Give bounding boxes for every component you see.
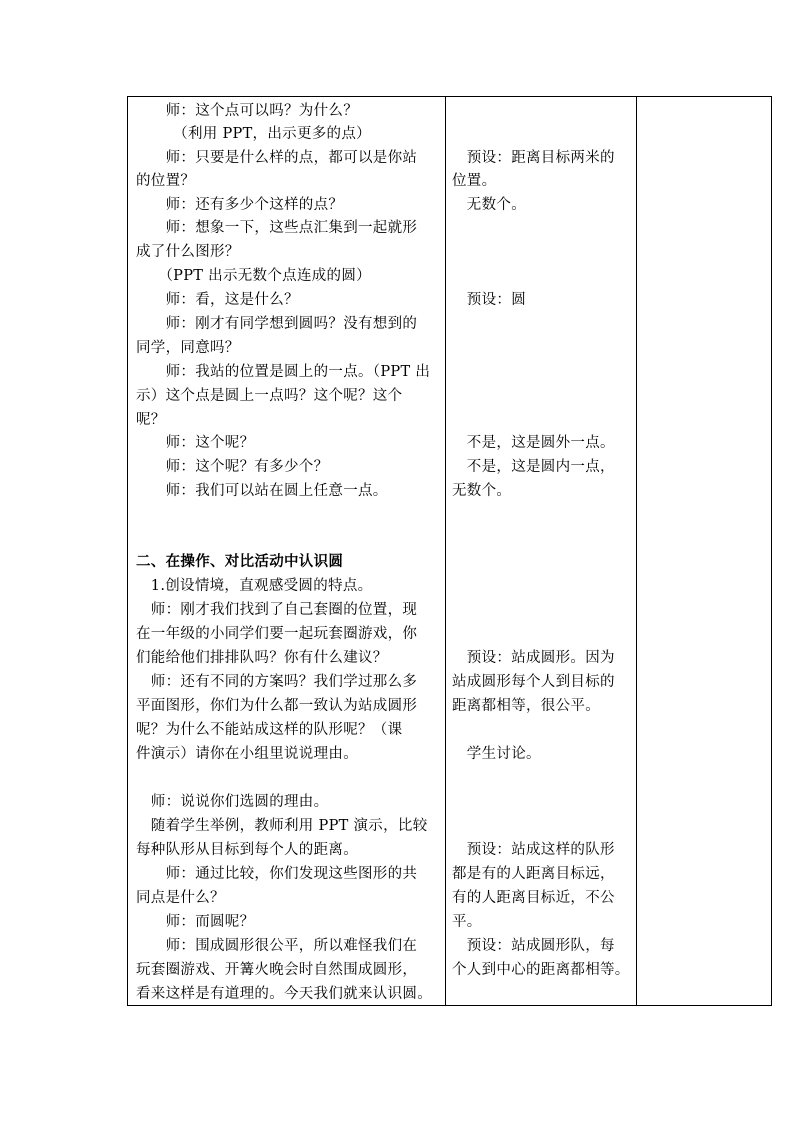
text-line: 随着学生举例，教师利用 PPT 演示，比较 (136, 818, 428, 834)
lesson-plan-table (127, 96, 772, 1006)
text-line: 个人到中心的距离都相等。 (452, 962, 630, 978)
text-line: 师：看，这是什么？ (136, 292, 299, 308)
text-line: 们能给他们排排队吗？你有什么建议？ (136, 650, 388, 666)
text-line: 师：还有多少个这样的点？ (136, 197, 344, 213)
text-line: 师：刚才我们找到了自己套圈的位置，现 (136, 602, 418, 618)
text-line: 平面图形，你们为什么都一致认为站成圆形 (136, 698, 418, 714)
student-activity-column (446, 97, 637, 1005)
text-line: 不是，这是圆内一点， (452, 459, 615, 475)
text-line: 件演示）请你在小组里说说理由。 (136, 746, 358, 762)
text-line: 站成圆形每个人到目标的 (452, 674, 615, 690)
text-line: 都是有的人距离目标远， (452, 866, 615, 882)
text-line: 每种队形从目标到每个人的距离。 (136, 842, 358, 858)
text-line: 成了什么图形？ (136, 244, 240, 260)
text-line: 预设：站成圆形。因为 (452, 650, 615, 666)
text-line: 同点是什么？ (136, 890, 225, 906)
text-line: 位置。 (452, 173, 497, 189)
text-line: 师：说说你们选圆的理由。 (136, 794, 329, 810)
text-line: 预设：站成圆形队，每 (452, 938, 615, 954)
text-line: 看来这样是有道理的。今天我们就来认识圆。 (136, 986, 432, 1002)
text-line: （PPT 出示无数个点连成的圆） (136, 268, 371, 284)
text-line: 师：我们可以站在圆上任意一点。 (136, 483, 388, 499)
text-line: 师：而圆呢？ (136, 914, 255, 930)
text-line: 预设：距离目标两米的 (452, 150, 615, 166)
notes-column (637, 97, 771, 1005)
text-line: 不是，这是圆外一点。 (452, 435, 615, 451)
text-line: 预设：站成这样的队形 (452, 842, 615, 858)
text-line: 师：我站的位置是圆上的一点。（PPT 出 (136, 364, 431, 380)
text-line: 师：通过比较，你们发现这些图形的共 (136, 866, 418, 882)
text-line: 平。 (452, 914, 482, 930)
text-line: 师：想象一下，这些点汇集到一起就形 (136, 220, 418, 236)
text-line: 师：刚才有同学想到圆吗？没有想到的 (136, 316, 418, 332)
text-line: 距离都相等，很公平。 (452, 698, 600, 714)
text-line: 的位置？ (136, 173, 196, 189)
text-line: 学生讨论。 (452, 746, 541, 762)
text-line: 呢？为什么不能站成这样的队形呢？（课 (136, 722, 403, 738)
text-line: 无数个。 (452, 197, 526, 213)
teacher-activity-column (128, 97, 446, 1005)
text-line: 师：这个点可以吗？为什么？ (136, 103, 358, 119)
text-line: 1.创设情境，直观感受圆的特点。 (136, 578, 373, 594)
text-line: 示）这个点是圆上一点吗？这个呢？这个 (136, 388, 403, 404)
text-line: （利用 PPT，出示更多的点） (136, 126, 371, 142)
text-line: 师：这个呢？ (136, 435, 255, 451)
text-line: 师：只要是什么样的点，都可以是你站 (136, 150, 418, 166)
text-line: 玩套圈游戏、开篝火晚会时自然围成圆形， (136, 962, 418, 978)
text-line: 师：这个呢？有多少个？ (136, 459, 329, 475)
text-line: 在一年级的小同学们要一起玩套圈游戏，你 (136, 626, 418, 642)
text-line: 师：围成圆形很公平，所以难怪我们在 (136, 938, 418, 954)
text-line: 无数个。 (452, 483, 512, 499)
text-line: 呢？ (136, 412, 166, 428)
text-line: 有的人距离目标近，不公 (452, 890, 615, 906)
section-heading: 二、在操作、对比活动中认识圆 (136, 553, 344, 570)
text-line: 师：还有不同的方案吗？我们学过那么多 (136, 674, 418, 690)
text-line: 预设：圆 (452, 292, 526, 308)
text-line: 同学，同意吗？ (136, 340, 240, 356)
